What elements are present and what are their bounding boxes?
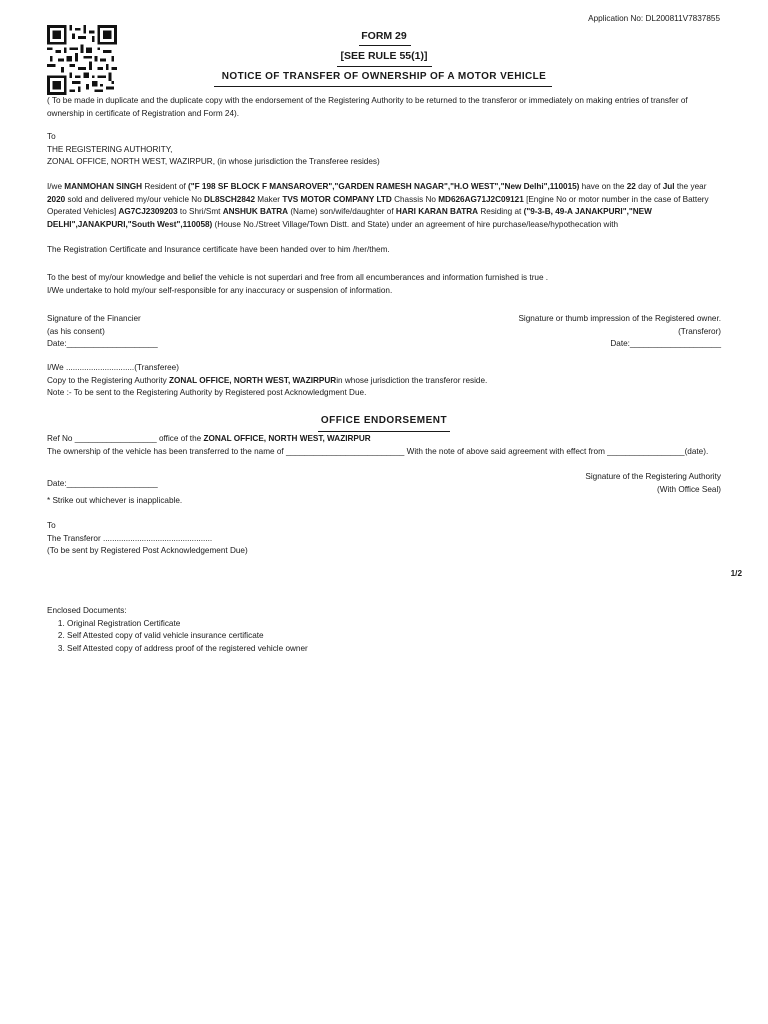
ref-line [47, 433, 721, 446]
to-label: To [47, 132, 56, 141]
copy-to-authority [47, 375, 721, 388]
enclosed-documents [47, 605, 308, 655]
owner-address: ("F 198 SF BLOCK F MANSAROVER","GARDEN RAMESH NAGAR","H.O WEST","New Delhi",110015) [188, 182, 580, 191]
office-endorsement-title: OFFICE ENDORSEMENT [320, 415, 448, 426]
text: the year [674, 182, 707, 191]
enclosed-list [47, 618, 308, 656]
text: (House No./Street Village/Town Distt. and State) under an agreement of hire purchase/lease/hypothecation with [212, 219, 619, 229]
rule-underline [337, 66, 432, 67]
page-number: 1/2 [730, 569, 742, 578]
chassis-number: MD626AG71J2C09121 [438, 194, 524, 204]
enclosed-item: 2. Self Attested copy of valid vehicle insurance certificate [67, 630, 308, 643]
office-seal-label: (With Office Seal) [656, 484, 721, 494]
transferee-parent: HARI KARAN BATRA [395, 207, 479, 216]
text: Ref No __________________ office of the [47, 434, 204, 443]
transfer-paragraph [47, 181, 721, 231]
text: in whose jurisdiction the transferor reside. [336, 375, 488, 385]
notice-title-underline [214, 86, 552, 87]
text: I/we [47, 182, 65, 191]
enclosed-item: 3. Self Attested copy of address proof of the registered vehicle owner [67, 643, 308, 656]
transferor-line: The Transferor ................................................ [47, 533, 213, 543]
ownership-transfer-line: The ownership of the vehicle has been transferred to the name of __________________________ With the note of above said agreement with effect from _________________(date). [47, 446, 709, 456]
owner-name: MANMOHAN SINGH [64, 182, 143, 191]
post-note: Note :- To be sent to the Registering Authority by Registered post Acknowledgment Due. [47, 388, 367, 397]
instruction-paragraph: ( To be made in duplicate and the duplicate copy with the endorsement of the Registering Authority to be returned to the transferor or immediately on making entries of transfer of ownership in certificate of Registration and Form 24). [47, 96, 688, 118]
financier-signature-block [47, 313, 158, 351]
authority-signature-label: Signature of the Registering Authority [585, 472, 721, 481]
rule-reference: [SEE RULE 55(1)] [340, 50, 428, 62]
sale-year: 2020 [47, 194, 66, 204]
strike-out-note: * Strike out whichever is inapplicable. [47, 496, 183, 505]
transferee-address: ("9-3-B, 49-A JANAKPURI","NEW DELHI",JANAKPURI,"South West",110058) [47, 207, 652, 229]
owner-signature-block [518, 313, 721, 351]
text: [Engine No or motor number in the case of Battery Operated Vehicles] [47, 194, 709, 216]
text: Maker [255, 194, 283, 204]
endorsement-underline [318, 431, 450, 432]
authority-name: THE REGISTERING AUTHORITY, [47, 144, 173, 154]
text: day of [635, 182, 663, 191]
handover-statement: The Registration Certificate and Insurance certificate have been handed over to him /her/them. [47, 245, 390, 254]
transferor-to-label: To [47, 521, 56, 530]
text: Chassis No [391, 194, 439, 204]
endorsement-block [47, 433, 721, 458]
owner-date: Date:____________________ [610, 339, 721, 348]
text: (Name) son/wife/daughter of [288, 207, 396, 216]
vehicle-maker: TVS MOTOR COMPANY LTD [282, 194, 392, 204]
enclosed-title: Enclosed Documents: [47, 606, 127, 615]
financier-date: Date:____________________ [47, 339, 158, 348]
ref-office: ZONAL OFFICE, NORTH WEST, WAZIRPUR [203, 434, 371, 443]
transferee-copy-block [47, 362, 721, 400]
text: Resident of [142, 182, 189, 191]
declaration-truth: To the best of my/our knowledge and belief the vehicle is not superdari and free from all encumberances and information furnished is true . [47, 273, 549, 282]
text: Copy to the Registering Authority [47, 375, 169, 385]
declaration-responsibility: I/We undertake to hold my/our self-responsible for any inaccuracy or suspension of information. [47, 285, 393, 295]
endorsement-date: Date:____________________ [47, 479, 158, 488]
text: sold and delivered my/our vehicle No [65, 194, 205, 204]
form-title: FORM 29 [361, 30, 407, 42]
enclosed-item: 1. Original Registration Certificate [67, 618, 308, 631]
text: have on the [579, 182, 627, 191]
declaration-block [47, 272, 721, 297]
financier-signature-label: Signature of the Financier [47, 314, 141, 323]
text: Residing at [478, 207, 524, 216]
authority-signature-block [585, 471, 721, 496]
notice-title: NOTICE OF TRANSFER OF OWNERSHIP OF A MOTOR VEHICLE [221, 71, 547, 82]
copy-authority-name: ZONAL OFFICE, NORTH WEST, WAZIRPUR [168, 375, 337, 385]
authority-office: ZONAL OFFICE, NORTH WEST, WAZIRPUR, (in whose jurisdiction the Transferee resides) [47, 157, 380, 166]
vehicle-number: DL8SCH2842 [204, 194, 255, 204]
transferor-block [47, 520, 248, 558]
text: to Shri/Smt [177, 207, 223, 216]
engine-number: AG7CJ2309203 [118, 207, 178, 216]
sale-month: Jul [662, 182, 675, 191]
form-title-underline [359, 45, 411, 46]
sale-day: 22 [626, 182, 636, 191]
application-number: Application No: DL200811V7837855 [588, 14, 720, 23]
transferor-post-note: (To be sent by Registered Post Acknowledgement Due) [47, 546, 248, 555]
addressee-block [47, 131, 721, 169]
transferee-name: ANSHUK BATRA [222, 207, 289, 216]
financier-consent: (as his consent) [47, 326, 105, 336]
owner-transferor-label: (Transferor) [678, 326, 721, 336]
owner-signature-label: Signature or thumb impression of the Registered owner. [518, 314, 721, 323]
transferee-line: I/We ..............................(Transferee) [47, 363, 179, 372]
